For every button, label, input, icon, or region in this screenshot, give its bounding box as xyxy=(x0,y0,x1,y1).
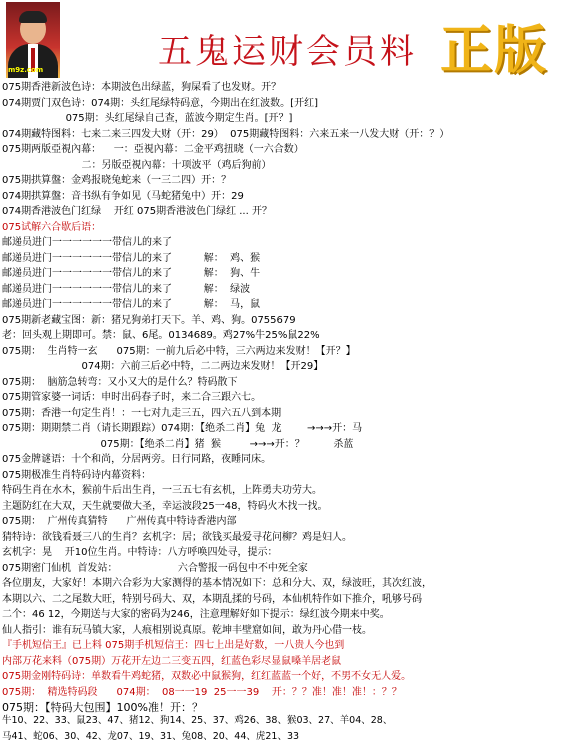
text-line: 本期以六、二之尾数大旺，特别号码大、双，本期乱揉的号码，本仙机特作如下推介，吼够号码 xyxy=(2,593,422,605)
text-line: 075期：香港一句定生肖！：一七对九走三五，四六五八到本期 xyxy=(2,407,282,419)
text-line: 仙人指引：谁有玩马镇大家，人痕相别说真原。乾坤丰壁窟如间，敢为丹心借一枝。 xyxy=(2,624,372,636)
text-line: 075期新老藏宝图：新：猪兄狗弟打天下。羊、鸡、狗。0755679 xyxy=(2,314,296,326)
text-line: 邮递员进门一一一一一一带信儿的来了 解： 绿波 xyxy=(2,283,251,295)
text-line: 邮递员进门一一一一一一带信儿的来了 解： 狗、牛 xyxy=(2,268,261,279)
text-line: 内部万花来料（075期）万花开左边二三变五四，红蓝色彩尽显鼠嗓羊居老鼠 xyxy=(2,655,342,667)
text-line: 075期密门仙机 首发站： 六合警报一码包中不中死全家 xyxy=(2,562,308,574)
page-header xyxy=(0,0,576,80)
text-line: 075期金刚特码诗：单数看牛鸡蛇猪，双数必中鼠猴狗，红红蓝蓝一个好，不男不女无人爱。 xyxy=(2,671,412,682)
text-line: 075期：【特码大包围】100%准！开：？ xyxy=(2,701,203,714)
text-line: 马41、蛇06、30、42、龙07、19、31、兔08、20、44、虎21、33 xyxy=(2,730,300,742)
text-line: 特码生肖在水木，猴前牛后出生肖，一三五七有玄机，上阵勇夫功劳大。 xyxy=(2,485,322,496)
text-line: 老：回头观上期即可。禁：鼠、6尾。0134689。鸡27%牛25%鼠22% xyxy=(2,330,320,341)
page-title: 五鬼运财会员料 xyxy=(158,32,417,72)
text-line: 075期：期期禁二肖（请长期跟踪）074期：【绝杀二肖】兔 龙 →→→开：马 xyxy=(2,423,363,434)
avatar-caption: m9z.com xyxy=(8,66,44,74)
text-line: 各位朋友，大家好！本期六合彩为大家测得的基本情况如下：总和分大、双，绿波旺，其次红波， xyxy=(2,578,432,589)
text-line: 主题防红在大双，天生就要做大圣，幸运波段25一48，特码火木找一找。 xyxy=(2,500,328,512)
text-line: 075期：头红尾绿自己查，蓝波今期定生肖。[开？] xyxy=(2,113,293,124)
text-line: 075金牌谜语：十个和尚，分居两旁。日行同路，夜睡同床。 xyxy=(2,454,272,465)
text-line: 075期：【绝杀二肖】猪 猴 →→→开：？ 杀蓝 xyxy=(2,438,354,450)
avatar xyxy=(6,2,60,78)
text-line: 074期香港波色门红绿 开红 075期香港波色门绿红 ... 开？ xyxy=(2,206,272,217)
text-line: 075期拱算盤：金鸡报晓兔蛇来（一三二四）开：？ xyxy=(2,175,232,186)
text-line: 075期极准生肖特码诗内幕资料： xyxy=(2,469,152,481)
text-line: 『手机短信王』已上料 075期手机短信王：四七上出是好数，一八贵人今也到 xyxy=(2,640,345,651)
content-lines xyxy=(2,80,574,716)
text-line: 074期藏特图料：七来二来三四发大财（开：29） 075期藏特图料：六来五来一八发大财（开：？） xyxy=(2,128,450,140)
authentic-badge: 正版 xyxy=(440,21,549,81)
text-line: 075期： 精选特码段 074期： 08一一19 25一一39 开：？？准！准！准！：？？ xyxy=(2,686,402,698)
footer-lines xyxy=(2,713,574,744)
text-line: 玄机字：晃 开10位生肖。中特诗：八方呼唤四处寻，提示： xyxy=(2,547,278,558)
text-line: 075期两版亞視內幕： 一：亞視內幕：二金平鸡扭晓（一六合数） xyxy=(2,144,304,155)
text-line: 牛10、22、33、鼠23、47、猪12、狗14、25、37、鸡26、38、猴03、27、羊04、28、 xyxy=(2,715,393,726)
text-line: 075期香港新波色诗：本期波色出绿蓝，狗屎看了也发财。开？ xyxy=(2,82,282,93)
text-line: 邮递员进门一一一一一一带信儿的来了 xyxy=(2,237,172,248)
text-line: 075试解六合歇后语： xyxy=(2,221,102,233)
text-line: 075期管家婆一词话：申时出码春子时，来二合三跟六七。 xyxy=(2,392,262,403)
text-line: 075期： 生肖特一玄 075期：一前九后必中特，三六两边来发财！【开？】 xyxy=(2,345,356,357)
text-line: 二个：46 12，今期送与大家的密码为246，注意理解好如下提示：绿红波今期来中奖。 xyxy=(2,609,390,620)
text-line: 猜特诗：欲钱看聂三八的生肖？玄机字：居；欲钱买最爱寻花问柳？鸡是妇人。 xyxy=(2,531,352,543)
text-line: 邮递员进门一一一一一一带信儿的来了 解： 马，鼠 xyxy=(2,299,261,310)
text-line: 075期： 脑筋急转弯：又小又大的是什么？特码散下 xyxy=(2,376,238,388)
text-line: 074期贾门双色诗：074期：头红尾绿特码意，今期出在红波数。[开红] xyxy=(2,97,318,109)
text-line: 二：另版亞視內幕：十项波平（鸡后狗前） xyxy=(2,159,272,171)
text-line: 邮递员进门一一一一一一带信儿的来了 解： 鸡、猴 xyxy=(2,252,261,264)
text-line: 074期：六前三后必中特，二二两边来发财！【开29】 xyxy=(2,361,324,372)
text-line: 074期拱算盤：音书纵有争如见（马蛇猪兔中）开：29 xyxy=(2,190,244,202)
text-line: 075期： 广州传真猜特 广州传真中特诗香港内部 xyxy=(2,516,237,527)
